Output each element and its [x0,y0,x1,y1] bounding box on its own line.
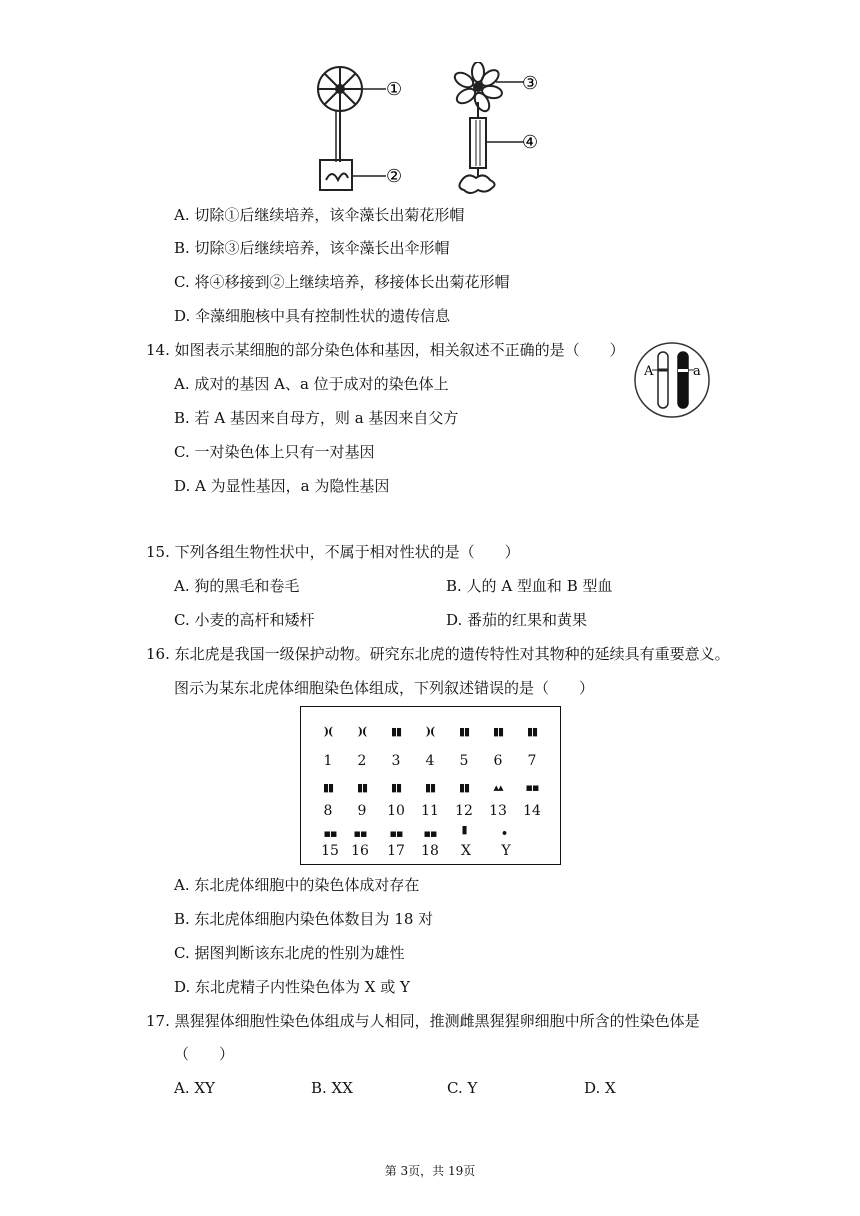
q14-option-d[interactable]: D. A 为显性基因，a 为隐性基因 [174,477,390,495]
q16-option-d[interactable]: D. 东北虎精子内性染色体为 X 或 Y [174,978,410,996]
q17-option-c[interactable]: C. Y [447,1079,478,1097]
q14-option-b[interactable]: B. 若 A 基因来自母方，则 a 基因来自父方 [174,409,459,427]
chr-label-y: Y [501,843,511,859]
chr-label-10: 10 [387,803,405,819]
q17-option-a[interactable]: A. XY [174,1079,215,1097]
chr-label-5: 5 [459,753,469,769]
label-3: ③ [522,73,539,94]
acetabularia-figure [300,62,560,198]
q15-option-b[interactable]: B. 人的 A 型血和 B 型血 [446,577,613,595]
chr-label-14: 14 [523,803,541,819]
chr-label-15: 15 [321,843,339,859]
page-footer: 第 3页，共 19页 [384,1164,476,1178]
q17-stem-line2: （ ） [174,1045,235,1063]
chr-label-11: 11 [421,803,439,819]
q15-option-c[interactable]: C. 小麦的高杆和矮杆 [174,611,315,629]
label-1: ① [386,79,403,100]
chr-label-12: 12 [455,803,473,819]
chr-label-18: 18 [421,843,439,859]
chr-label-1: 1 [323,753,333,769]
q17-option-d[interactable]: D. X [584,1079,616,1097]
chr-label-x: X [461,843,471,859]
chr-label-16: 16 [351,843,369,859]
chr-label-2: 2 [357,753,367,769]
q16-stem-line2: 图示为某东北虎体细胞染色体组成，下列叙述错误的是（ ） [174,679,595,697]
q16-stem-line1: 16. 东北虎是我国一级保护动物。研究东北虎的遗传特性对其物种的延续具有重要意义。 [146,645,730,663]
chr-label-8: 8 [323,803,333,819]
karyotype-figure: )( )( ▮▮ )( ▮▮ ▮▮ ▮▮ 1 2 3 4 5 6 7 ▮▮ ▮▮ ▮▮ ▮▮ ▮▮ ▴▴ ▪▪ 8 9 10 11 12 13 14 ▪▪ ▪▪ ▪▪ ▪▪ ▮ • 15 16 17 18 X Y [300,706,561,865]
q15-option-d[interactable]: D. 番茄的红果和黄果 [446,611,588,629]
chr-label-13: 13 [489,803,507,819]
q15-option-a[interactable]: A. 狗的黑毛和卷毛 [174,577,300,595]
q14-stem: 14. 如图表示某细胞的部分染色体和基因，相关叙述不正确的是（ ） [146,341,625,359]
gene-label-A: A [644,364,654,379]
label-2: ② [386,166,403,187]
q16-option-b[interactable]: B. 东北虎体细胞内染色体数目为 18 对 [174,910,434,928]
chr-label-4: 4 [425,753,435,769]
q14-option-a[interactable]: A. 成对的基因 A、a 位于成对的染色体上 [174,375,449,393]
q15-stem: 15. 下列各组生物性状中，不属于相对性状的是（ ） [146,543,520,561]
label-4: ④ [522,132,539,153]
q13-option-d[interactable]: D. 伞藻细胞核中具有控制性状的遗传信息 [174,307,451,325]
q16-option-c[interactable]: C. 据图判断该东北虎的性别为雄性 [174,944,405,962]
q13-option-a[interactable]: A. 切除①后继续培养，该伞藻长出菊花形帽 [174,206,465,224]
q13-option-b[interactable]: B. 切除③后继续培养，该伞藻长出伞形帽 [174,239,450,257]
chr-label-7: 7 [527,753,537,769]
chr-label-9: 9 [357,803,367,819]
q17-option-b[interactable]: B. XX [311,1079,353,1097]
q13-option-c[interactable]: C. 将④移接到②上继续培养，移接体长出菊花形帽 [174,273,510,291]
chromosome-pair-figure [632,340,712,420]
umbrella-cap [318,67,362,111]
chr-label-6: 6 [493,753,503,769]
gene-label-a: a [693,364,701,379]
chr-label-3: 3 [391,753,401,769]
q14-option-c[interactable]: C. 一对染色体上只有一对基因 [174,443,375,461]
q17-stem-line1: 17. 黑猩猩体细胞性染色体组成与人相同，推测雌黑猩猩卵细胞中所含的性染色体是 [146,1012,700,1030]
q16-option-a[interactable]: A. 东北虎体细胞中的染色体成对存在 [174,876,420,894]
chr-label-17: 17 [387,843,405,859]
